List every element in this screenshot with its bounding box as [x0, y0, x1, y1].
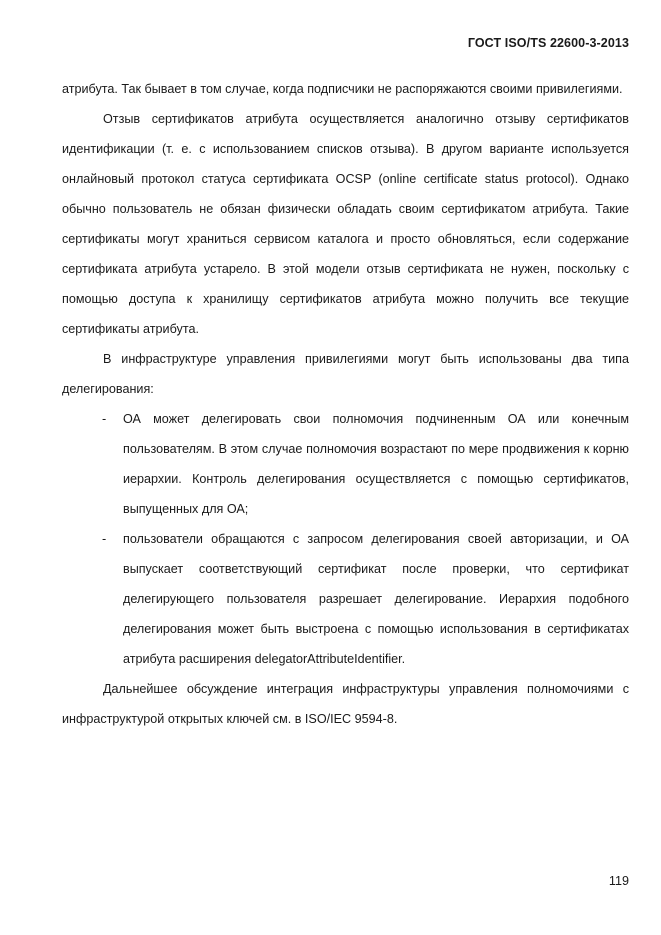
- list-item-text: ОА может делегировать свои полномочия подчиненным ОА или конечным пользователям. В этом случае полномочия возрастают по мере продвижения к корню иерархии. Контроль делегирования осуществляется с помощью сертификатов, выпущенных для ОА;: [123, 412, 629, 516]
- page-number: 119: [608, 874, 629, 888]
- paragraph: Дальнейшее обсуждение интеграция инфраструктуры управления полномочиями с инфраструктурой открытых ключей см. в ISO/IEC 9594-8.: [62, 682, 629, 726]
- paragraph: атрибута. Так бывает в том случае, когда подписчики не распоряжаются своими привилегиями.: [62, 82, 623, 96]
- paragraph: В инфраструктуре управления привилегиями могут быть использованы два типа делегирования:: [62, 352, 629, 396]
- document-header: ГОСТ ISO/TS 22600-3-2013: [467, 36, 629, 50]
- list-item: [62, 404, 629, 524]
- list-dash: -: [102, 412, 107, 426]
- paragraph: Отзыв сертификатов атрибута осуществляется аналогично отзыву сертификатов идентификации (т. е. с использованием списков отзыва). В другом варианте используется онлайновый протокол статуса сертификата OCSP (online certificate status protocol). Однако обычно пользователь не обязан физически обладать своим сертификатом атрибута. Такие сертификаты могут храниться сервисом каталога и просто обновляться, если содержание сертификата атрибута устарело. В этой модели отзыв сертификата не нужен, поскольку с помощью доступа к хранилищу сертификатов атрибута можно получить все текущие сертификаты атрибута.: [62, 112, 629, 336]
- document-body: [62, 74, 629, 734]
- list-item-text: пользователи обращаются с запросом делегирования своей авторизации, и ОА выпускает соответствующий сертификат после проверки, что сертификат делегирующего пользователя разрешает делегирование. Иерархия подобного делегирования может быть выстроена с помощью использования в сертификатах атрибута расширения delegatorAttributeIdentifier.: [123, 532, 629, 666]
- list-dash: -: [102, 532, 107, 546]
- list-item: [62, 524, 629, 674]
